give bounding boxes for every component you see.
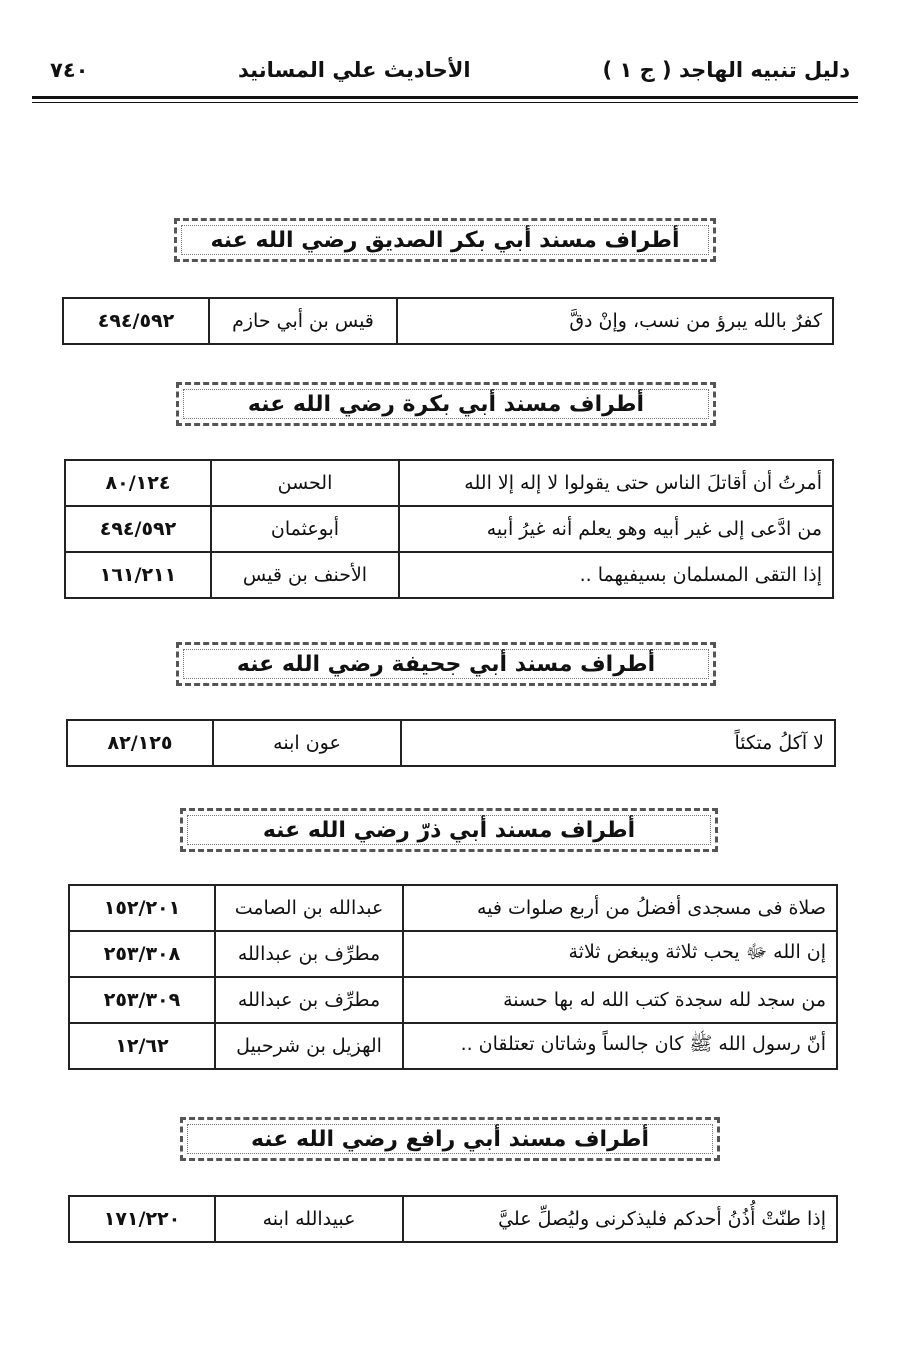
table-row bbox=[65, 552, 833, 598]
table-row bbox=[63, 298, 833, 344]
hadith-text: لا آكلُ متكئاً bbox=[401, 720, 835, 766]
book-title: دليل تنبيه الهاجد ( ج ١ ) bbox=[602, 58, 850, 82]
narrator: الأحنف بن قيس bbox=[211, 552, 399, 598]
reference: ١٦١/٢١١ bbox=[65, 552, 211, 598]
table-row bbox=[69, 1196, 837, 1242]
hadith-text: من ادَّعى إلى غير أبيه وهو يعلم أنه غيرُ أبيه bbox=[399, 506, 833, 552]
narrator: الحسن bbox=[211, 460, 399, 506]
section-title-abu-rafi: أطراف مسند أبي رافع رضي الله عنه bbox=[180, 1117, 720, 1161]
narrator: أبوعثمان bbox=[211, 506, 399, 552]
hadith-text: من سجد لله سجدة كتب الله له بها حسنة bbox=[403, 977, 837, 1023]
section-title-abu-juhayfa: أطراف مسند أبي جحيفة رضي الله عنه bbox=[176, 642, 716, 686]
hadith-text: صلاة فى مسجدى أفضلُ من أربع صلوات فيه bbox=[403, 885, 837, 931]
hadith-text: أمرتُ أن أقاتلَ الناس حتى يقولوا لا إله إلا الله bbox=[399, 460, 833, 506]
reference: ٨٢/١٢٥ bbox=[67, 720, 213, 766]
hadith-text: إن الله ﷻ يحب ثلاثة ويبغض ثلاثة bbox=[403, 931, 837, 977]
hadith-text: كفرٌ بالله يبرؤ من نسب، وإنْ دقَّ bbox=[397, 298, 833, 344]
reference: ٨٠/١٢٤ bbox=[65, 460, 211, 506]
hadith-table-abu-bakr bbox=[62, 297, 834, 345]
table-row bbox=[69, 931, 837, 977]
chapter-title: الأحاديث علي المسانيد bbox=[238, 58, 471, 82]
section-title-abu-bakr: أطراف مسند أبي بكر الصديق رضي الله عنه bbox=[174, 218, 716, 262]
narrator: الهزيل بن شرحبيل bbox=[215, 1023, 403, 1069]
table-row bbox=[69, 977, 837, 1023]
header-rule-thick bbox=[32, 96, 858, 99]
narrator: مطرِّف بن عبدالله bbox=[215, 931, 403, 977]
section-title-abu-bakra: أطراف مسند أبي بكرة رضي الله عنه bbox=[176, 382, 716, 426]
reference: ٤٩٤/٥٩٢ bbox=[63, 298, 209, 344]
narrator: مطرِّف بن عبدالله bbox=[215, 977, 403, 1023]
hadith-table-abu-dharr bbox=[68, 884, 838, 1070]
hadith-table-abu-rafi bbox=[68, 1195, 838, 1243]
narrator: عبدالله بن الصامت bbox=[215, 885, 403, 931]
narrator: قيس بن أبي حازم bbox=[209, 298, 397, 344]
hadith-text: إذا التقى المسلمان بسيفيهما .. bbox=[399, 552, 833, 598]
hadith-table-abu-juhayfa bbox=[66, 719, 836, 767]
hadith-text: إذا طنّتْ أُذُنُ أحدكم فليذكرنى وليُصلِّ عليَّ bbox=[403, 1196, 837, 1242]
table-row bbox=[65, 460, 833, 506]
narrator: عبيدالله ابنه bbox=[215, 1196, 403, 1242]
table-row bbox=[65, 506, 833, 552]
hadith-text: أنّ رسول الله ﷺ كان جالساً وشاتان تعتلقان .. bbox=[403, 1023, 837, 1069]
narrator: عون ابنه bbox=[213, 720, 401, 766]
reference: ٢٥٣/٣٠٨ bbox=[69, 931, 215, 977]
reference: ١٥٢/٢٠١ bbox=[69, 885, 215, 931]
table-row bbox=[69, 885, 837, 931]
header-rule-thin bbox=[32, 102, 858, 103]
page-header bbox=[38, 58, 856, 88]
table-row bbox=[67, 720, 835, 766]
reference: ١٢/٦٢ bbox=[69, 1023, 215, 1069]
hadith-table-abu-bakra bbox=[64, 459, 834, 599]
table-row bbox=[69, 1023, 837, 1069]
section-title-abu-dharr: أطراف مسند أبي ذرّ رضي الله عنه bbox=[180, 808, 718, 852]
reference: ١٧١/٢٢٠ bbox=[69, 1196, 215, 1242]
reference: ٤٩٤/٥٩٢ bbox=[65, 506, 211, 552]
page-number: ٧٤٠ bbox=[50, 58, 89, 82]
reference: ٢٥٣/٣٠٩ bbox=[69, 977, 215, 1023]
